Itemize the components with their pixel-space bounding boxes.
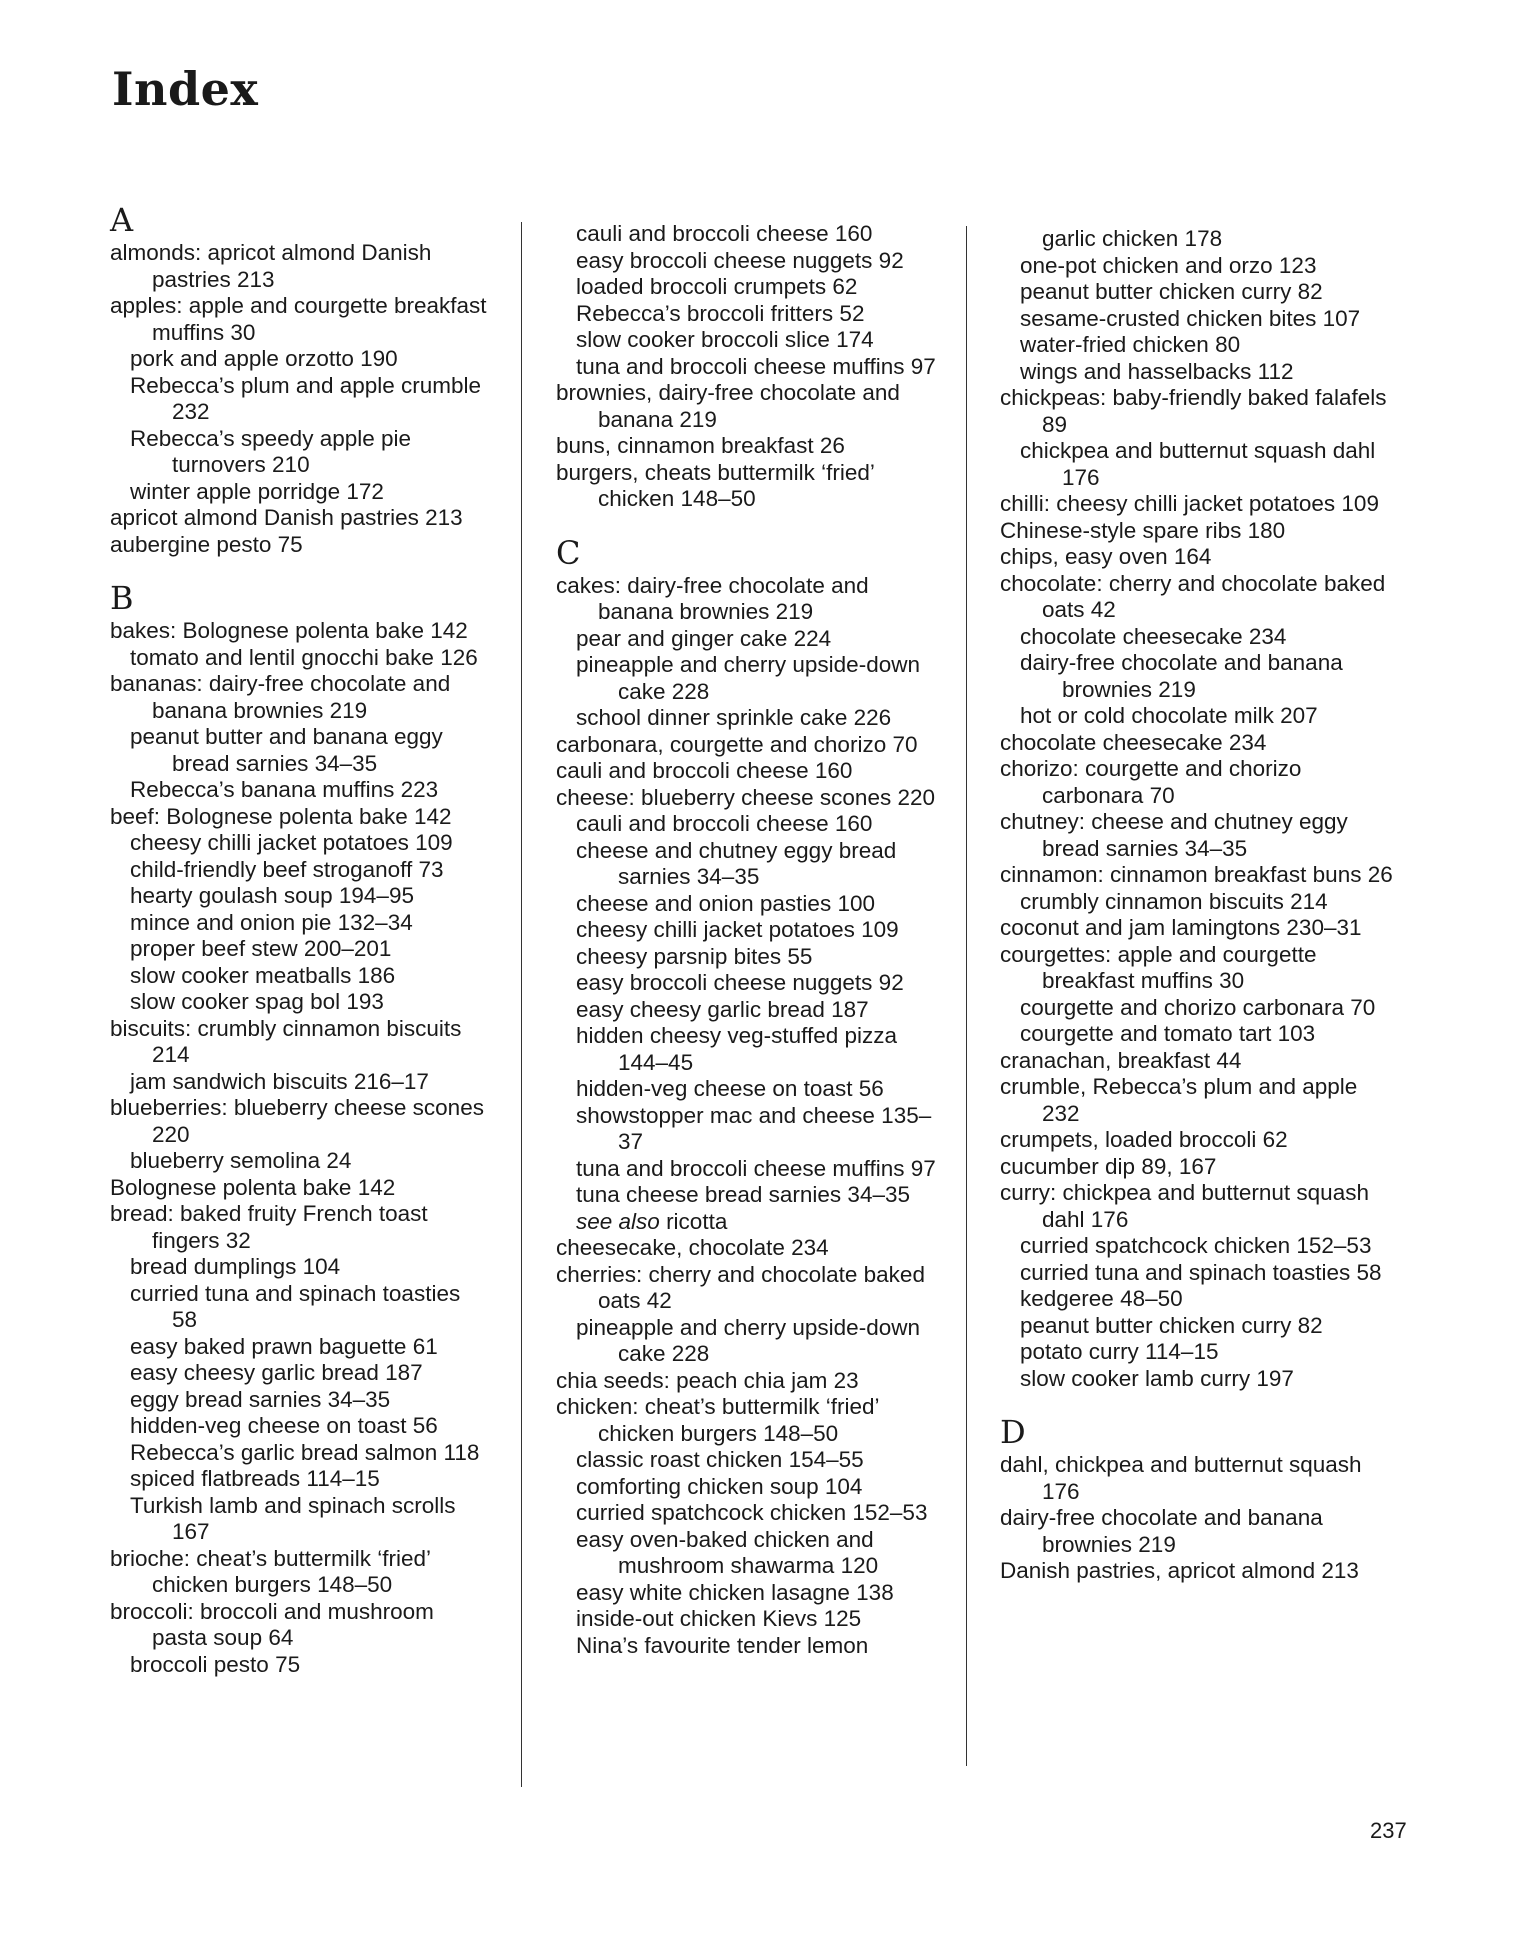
- index-subentry: cauli and broccoli cheese 160: [576, 811, 873, 836]
- index-entry: buns, cinnamon breakfast 26: [556, 433, 845, 458]
- index-entry: burgers, cheats buttermilk ‘fried’ chicken 148–50: [556, 459, 875, 511]
- index-entry: bread: baked fruity French toast fingers 32: [110, 1201, 428, 1253]
- index-section: [1000, 1412, 1400, 1585]
- index-entry: chutney: cheese and chutney eggy bread sarnies 34–35: [1000, 809, 1348, 861]
- index-entry: blueberries: blueberry cheese scones 220: [110, 1095, 484, 1147]
- index-section: [556, 221, 946, 513]
- column-divider: [521, 222, 522, 1787]
- index-entry: crumble, Rebecca’s plum and apple 232: [1000, 1074, 1358, 1126]
- index-entry: Danish pastries, apricot almond 213: [1000, 1558, 1359, 1583]
- index-subentry: potato curry 114–15: [1020, 1339, 1219, 1364]
- index-entry: chocolate: cherry and chocolate baked oats 42: [1000, 570, 1386, 622]
- column-divider: [966, 226, 967, 1766]
- index-entry: courgettes: apple and courgette breakfast muffins 30: [1000, 941, 1317, 993]
- index-entry: bananas: dairy-free chocolate and banana brownies 219: [110, 671, 451, 723]
- index-subentry: loaded broccoli crumpets 62: [576, 274, 858, 299]
- index-subentry: one-pot chicken and orzo 123: [1020, 252, 1317, 278]
- index-subentry: hidden cheesy veg-stuffed pizza 144–45: [576, 1023, 898, 1075]
- index-section: [110, 578, 490, 1678]
- index-subentry: pork and apple orzotto 190: [130, 346, 398, 371]
- index-subentry: mince and onion pie 132–34: [130, 909, 413, 935]
- index-entry: brioche: cheat’s buttermilk ‘fried’ chicken burgers 148–50: [110, 1545, 431, 1597]
- index-entry: dairy-free chocolate and banana brownies 219: [1000, 1505, 1323, 1557]
- index-entry: cakes: dairy-free chocolate and banana brownies 219: [556, 572, 869, 624]
- index-column-2: [556, 221, 946, 1679]
- index-subentry: winter apple porridge 172: [130, 478, 384, 504]
- section-letter: C: [556, 533, 581, 572]
- index-entry: apples: apple and courgette breakfast muffins 30: [110, 293, 487, 345]
- index-subentry: courgette and chorizo carbonara 70: [1020, 994, 1376, 1020]
- index-subentry: cauli and broccoli cheese 160: [576, 221, 873, 246]
- index-subentry: hot or cold chocolate milk 207: [1020, 703, 1318, 728]
- index-section: [556, 533, 946, 1660]
- index-section: [110, 200, 490, 558]
- index-subentry: curried spatchcock chicken 152–53: [576, 1500, 928, 1525]
- page-number: 237: [1370, 1818, 1407, 1843]
- index-subentry: showstopper mac and cheese 135–37: [576, 1102, 932, 1154]
- index-subentry: dairy-free chocolate and banana brownies 219: [1020, 650, 1343, 702]
- index-subentry: garlic chicken 178: [1042, 226, 1223, 251]
- section-letter: A: [110, 201, 134, 239]
- index-subentry: Rebecca’s plum and apple crumble 232: [130, 372, 482, 424]
- index-subentry: tuna cheese bread sarnies 34–35: [576, 1182, 910, 1207]
- index-entry: apricot almond Danish pastries 213: [110, 505, 463, 530]
- index-subentry: spiced flatbreads 114–15: [130, 1466, 380, 1491]
- index-subentry: crumbly cinnamon biscuits 214: [1020, 888, 1328, 914]
- index-entry: cinnamon: cinnamon breakfast buns 26: [1000, 862, 1393, 887]
- index-subentry: hearty goulash soup 194–95: [130, 883, 414, 908]
- index-subentry: slow cooker lamb curry 197: [1020, 1365, 1294, 1391]
- index-subentry: child-friendly beef stroganoff 73: [130, 856, 444, 882]
- index-section: [1000, 226, 1400, 1392]
- index-entry: broccoli: broccoli and mushroom pasta soup 64: [110, 1598, 434, 1650]
- index-subentry: easy broccoli cheese nuggets 92: [576, 970, 904, 995]
- index-subentry: curried tuna and spinach toasties 58: [130, 1280, 461, 1332]
- index-entry: cranachan, breakfast 44: [1000, 1047, 1242, 1073]
- section-letter: B: [110, 579, 134, 617]
- index-subentry: comforting chicken soup 104: [576, 1473, 863, 1499]
- index-subentry: sesame-crusted chicken bites 107: [1020, 305, 1361, 331]
- index-entry: chorizo: courgette and chorizo carbonara 70: [1000, 756, 1302, 808]
- index-subentry: chickpea and butternut squash dahl 176: [1020, 438, 1376, 490]
- index-subentry: hidden-veg cheese on toast 56: [130, 1413, 438, 1438]
- index-subentry: tuna and broccoli cheese muffins 97: [576, 1155, 936, 1181]
- index-subentry: Rebecca’s banana muffins 223: [130, 777, 439, 802]
- index-column-3: [1000, 226, 1400, 1605]
- index-column-1: [110, 200, 490, 1698]
- index-subentry: wings and hasselbacks 112: [1020, 358, 1294, 384]
- index-entry: almonds: apricot almond Danish pastries 213: [110, 240, 432, 292]
- index-subentry: courgette and tomato tart 103: [1020, 1021, 1316, 1046]
- index-subentry: [556, 1209, 946, 1236]
- index-entry: dahl, chickpea and butternut squash 176: [1000, 1452, 1362, 1504]
- index-entry: biscuits: crumbly cinnamon biscuits 214: [110, 1015, 462, 1067]
- index-subentry: slow cooker spag bol 193: [130, 989, 384, 1014]
- index-entry: cheese: blueberry cheese scones 220: [556, 784, 935, 810]
- index-subentry: bread dumplings 104: [130, 1254, 341, 1279]
- index-subentry: cheese and onion pasties 100: [576, 890, 875, 916]
- index-subentry: water-fried chicken 80: [1020, 332, 1241, 357]
- index-subentry: slow cooker meatballs 186: [130, 962, 396, 988]
- index-entry: curry: chickpea and butternut squash dahl 176: [1000, 1180, 1369, 1232]
- index-entry: coconut and jam lamingtons 230–31: [1000, 915, 1362, 940]
- index-entry: Bolognese polenta bake 142: [110, 1174, 396, 1200]
- index-subentry: kedgeree 48–50: [1020, 1286, 1183, 1311]
- index-entry: chicken: cheat’s buttermilk ‘fried’ chicken burgers 148–50: [556, 1394, 879, 1446]
- index-entry: beef: Bolognese polenta bake 142: [110, 803, 452, 829]
- index-entry: cauli and broccoli cheese 160: [556, 758, 853, 783]
- index-entry: chocolate cheesecake 234: [1000, 729, 1267, 755]
- section-letter: D: [1000, 1413, 1026, 1451]
- index-entry: chia seeds: peach chia jam 23: [556, 1367, 859, 1393]
- index-entry: chips, easy oven 164: [1000, 544, 1212, 569]
- index-subentry: tomato and lentil gnocchi bake 126: [130, 644, 478, 670]
- index-subentry: cheese and chutney eggy bread sarnies 34–35: [576, 837, 897, 889]
- index-subentry: pineapple and cherry upside-down cake 228: [576, 652, 920, 704]
- index-subentry: Rebecca’s speedy apple pie turnovers 210: [130, 425, 412, 477]
- index-entry: crumpets, loaded broccoli 62: [1000, 1127, 1288, 1152]
- index-entry: cucumber dip 89, 167: [1000, 1153, 1217, 1179]
- index-subentry: pineapple and cherry upside-down cake 228: [576, 1314, 920, 1366]
- index-entry: brownies, dairy-free chocolate and banana 219: [556, 380, 900, 432]
- index-subentry: easy baked prawn baguette 61: [130, 1333, 438, 1359]
- index-entry: Chinese-style spare ribs 180: [1000, 517, 1286, 543]
- index-subentry: Turkish lamb and spinach scrolls 167: [130, 1492, 456, 1544]
- index-subentry: peanut butter chicken curry 82: [1020, 1312, 1323, 1338]
- index-subentry: chocolate cheesecake 234: [1020, 623, 1287, 649]
- index-entry: bakes: Bolognese polenta bake 142: [110, 618, 468, 643]
- index-entry: chilli: cheesy chilli jacket potatoes 109: [1000, 491, 1379, 516]
- index-subentry: easy white chicken lasagne 138: [576, 1579, 894, 1605]
- index-subentry: eggy bread sarnies 34–35: [130, 1386, 391, 1412]
- index-entry: chickpeas: baby-friendly baked falafels 89: [1000, 385, 1387, 437]
- index-subentry: curried tuna and spinach toasties 58: [1020, 1259, 1382, 1285]
- index-subentry: curried spatchcock chicken 152–53: [1020, 1233, 1372, 1258]
- index-subentry: proper beef stew 200–201: [130, 936, 392, 961]
- index-subentry: Nina’s favourite tender lemon: [576, 1632, 869, 1658]
- index-subentry: pear and ginger cake 224: [576, 625, 832, 651]
- index-subentry: hidden-veg cheese on toast 56: [576, 1076, 884, 1101]
- index-subentry: cheesy chilli jacket potatoes 109: [130, 830, 453, 855]
- see-also-label: see also: [576, 1208, 660, 1234]
- index-subentry: peanut butter chicken curry 82: [1020, 279, 1323, 304]
- index-subentry: Rebecca’s broccoli fritters 52: [576, 300, 865, 326]
- index-subentry: peanut butter and banana eggy bread sarnies 34–35: [130, 724, 443, 776]
- index-entry: cherries: cherry and chocolate baked oats 42: [556, 1261, 925, 1313]
- index-subentry: easy cheesy garlic bread 187: [576, 996, 869, 1022]
- index-subentry: slow cooker broccoli slice 174: [576, 327, 874, 352]
- index-subentry: blueberry semolina 24: [130, 1148, 352, 1173]
- index-subentry: classic roast chicken 154–55: [576, 1447, 864, 1472]
- index-entry: cheesecake, chocolate 234: [556, 1235, 829, 1260]
- index-subentry: school dinner sprinkle cake 226: [576, 705, 892, 730]
- index-subentry: easy oven-baked chicken and mushroom shawarma 120: [576, 1526, 879, 1578]
- index-subentry: easy broccoli cheese nuggets 92: [576, 247, 904, 273]
- index-subentry: tuna and broccoli cheese muffins 97: [576, 353, 936, 379]
- see-also-target: ricotta: [659, 1208, 728, 1234]
- index-subentry: jam sandwich biscuits 216–17: [130, 1068, 429, 1094]
- page-title: Index: [112, 62, 259, 116]
- index-entry: carbonara, courgette and chorizo 70: [556, 731, 918, 757]
- index-entry: aubergine pesto 75: [110, 531, 303, 557]
- index-subentry: cheesy parsnip bites 55: [576, 943, 813, 969]
- index-subentry: inside-out chicken Kievs 125: [576, 1606, 862, 1631]
- index-subentry: broccoli pesto 75: [130, 1651, 301, 1677]
- index-subentry: Rebecca’s garlic bread salmon 118: [130, 1439, 480, 1465]
- index-subentry: easy cheesy garlic bread 187: [130, 1360, 423, 1385]
- index-subentry: cheesy chilli jacket potatoes 109: [576, 917, 899, 942]
